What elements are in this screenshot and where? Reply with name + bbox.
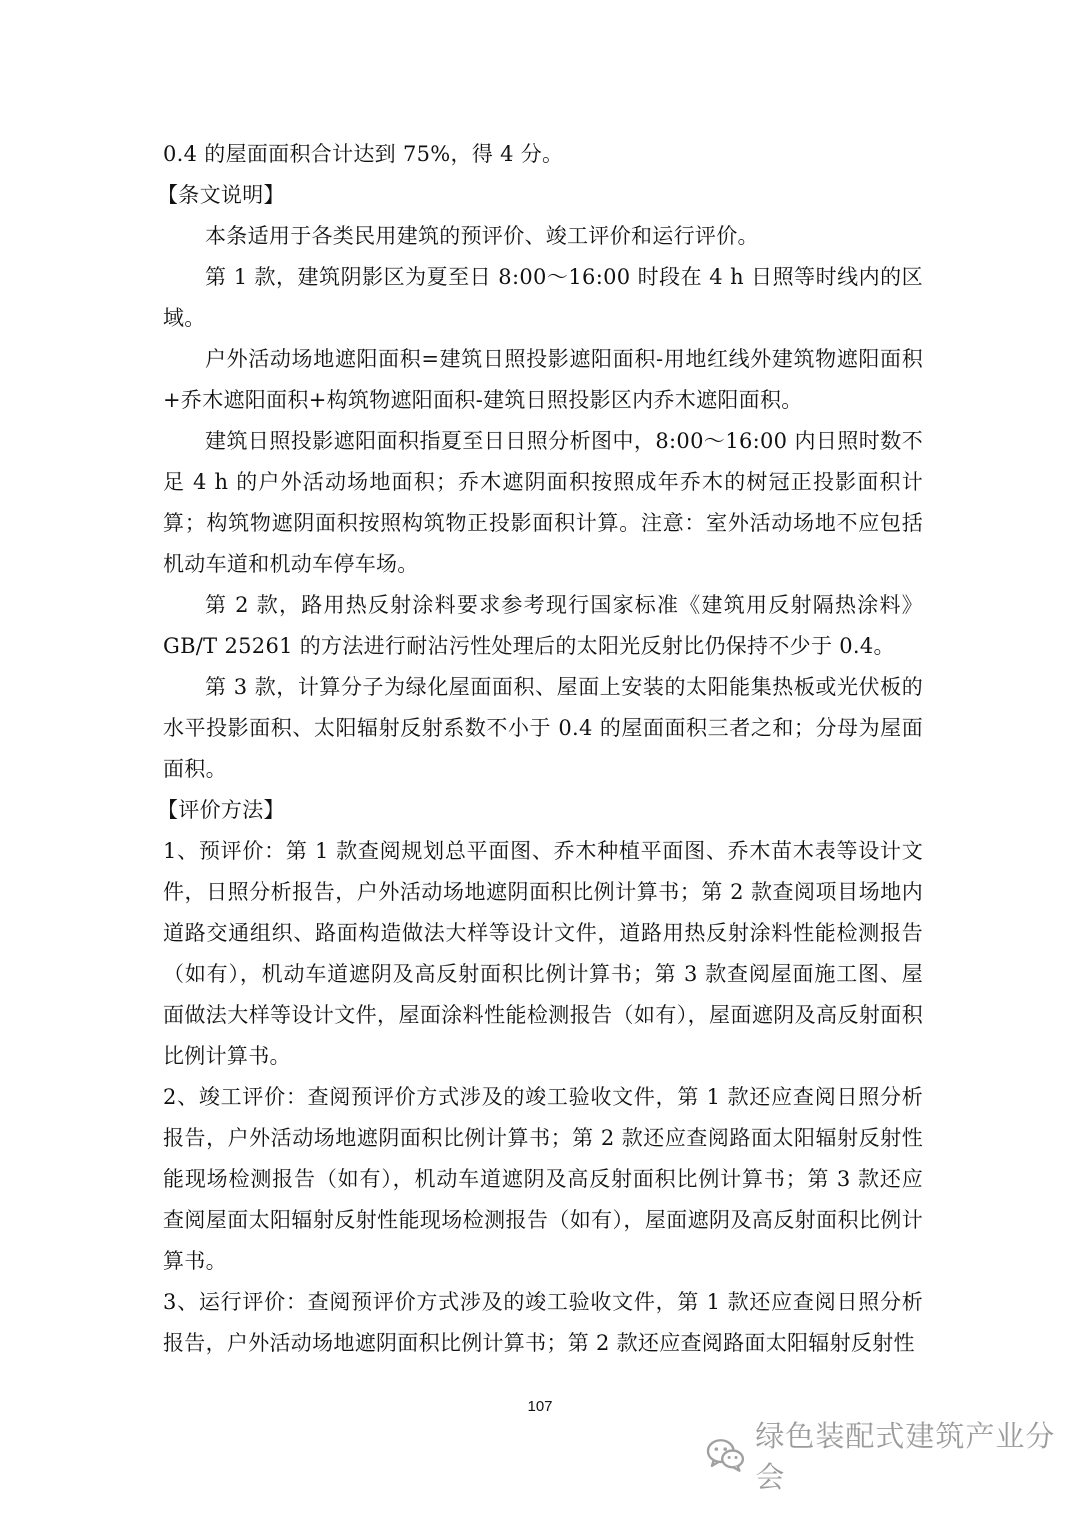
paragraph: 第 1 款，建筑阴影区为夏至日 8:00～16:00 时段在 4 h 日照等时线内的区域。: [163, 265, 923, 330]
paragraph: 第 2 款，路用热反射涂料要求参考现行国家标准《建筑用反射隔热涂料》GB/T 25261 的方法进行耐沾污性处理后的太阳光反射比仍保持不少于 0.4。: [163, 593, 923, 658]
watermark-text: 绿色装配式建筑产业分会: [755, 1419, 1056, 1494]
section-heading-explanation: 【条文说明】: [157, 183, 285, 207]
body-text: [157, 134, 923, 1364]
paragraph: 第 3 款，计算分子为绿化屋面面积、屋面上安装的太阳能集热板或光伏板的水平投影面积、太阳辐射反射系数不小于 0.4 的屋面面积三者之和；分母为屋面面积。: [163, 675, 923, 781]
page-number: 107: [527, 1398, 553, 1415]
list-item: 1、预评价：第 1 款查阅规划总平面图、乔木种植平面图、乔木苗木表等设计文件，日照分析报告，户外活动场地遮阴面积比例计算书；第 2 款查阅项目场地内道路交通组织、路面构造做法大样等设计文件，道路用热反射涂料性能检测报告（如有），机动车道遮阴及高反射面积比例计算书；第 3 款查阅屋面施工图、屋面做法大样等设计文件，屋面涂料性能检测报告（如有），屋面遮阴及高反射面积比例计算书。: [163, 839, 923, 1068]
paragraph: 本条适用于各类民用建筑的预评价、竣工评价和运行评价。: [205, 224, 759, 248]
paragraph: 建筑日照投影遮阳面积指夏至日日照分析图中，8:00～16:00 内日照时数不足 4 h 的户外活动场地面积；乔木遮阴面积按照成年乔木的树冠正投影面积计算；构筑物遮阴面积按照构筑物正投影面积计算。注意：室外活动场地不应包括机动车道和机动车停车场。: [163, 429, 923, 576]
wechat-icon: [706, 1437, 745, 1473]
paragraph-continuation: 0.4 的屋面面积合计达到 75%，得 4 分。: [163, 142, 564, 166]
section-heading-evaluation: 【评价方法】: [157, 798, 285, 822]
list-item: 2、竣工评价：查阅预评价方式涉及的竣工验收文件，第 1 款还应查阅日照分析报告，户外活动场地遮阴面积比例计算书；第 2 款还应查阅路面太阳辐射反射性能现场检测报告（如有），机动车道遮阴及高反射面积比例计算书；第 3 款还应查阅屋面太阳辐射反射性能现场检测报告（如有），屋面遮阴及高反射面积比例计算书。: [163, 1085, 923, 1273]
watermark: [706, 1419, 1080, 1494]
paragraph: 户外活动场地遮阳面积=建筑日照投影遮阳面积-用地红线外建筑物遮阳面积+乔木遮阳面积+构筑物遮阳面积-建筑日照投影区内乔木遮阳面积。: [163, 347, 923, 412]
list-item: 3、运行评价：查阅预评价方式涉及的竣工验收文件，第 1 款还应查阅日照分析报告，户外活动场地遮阴面积比例计算书；第 2 款还应查阅路面太阳辐射反射性: [163, 1290, 923, 1355]
